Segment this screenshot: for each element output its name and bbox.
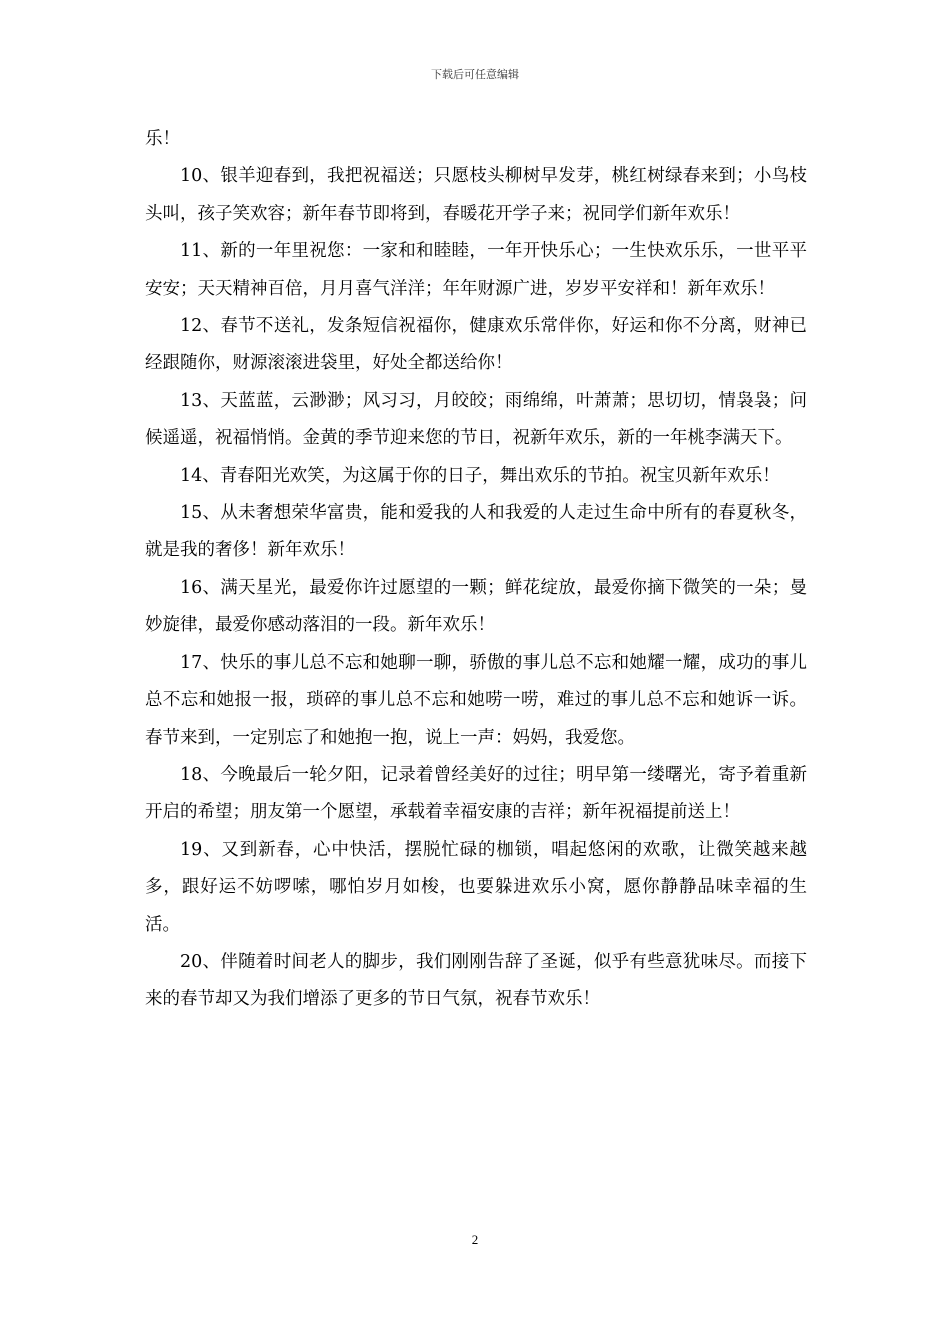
paragraph-15: 15、从未奢想荣华富贵，能和爱我的人和我爱的人走过生命中所有的春夏秋冬，就是我的奢侈！新年欢乐！ <box>145 503 807 561</box>
paragraph-14: 14、青春阳光欢笑，为这属于你的日子，舞出欢乐的节拍。祝宝贝新年欢乐！ <box>180 465 780 486</box>
paragraph-13: 13、天蓝蓝，云渺渺；风习习，月皎皎；雨绵绵，叶萧萧；思切切，情袅袅；问候遥遥，祝福悄悄。金黄的季节迎来您的节日，祝新年欢乐，新的一年桃李满天下。 <box>145 390 807 449</box>
paragraph-19: 19、又到新春，心中快活，摆脱忙碌的枷锁，唱起悠闲的欢歌，让微笑越来越多，跟好运不妨啰嗦，哪怕岁月如梭，也要躲进欢乐小窝，愿你静静品味幸福的生活。 <box>145 839 807 935</box>
paragraph-18: 18、今晚最后一轮夕阳，记录着曾经美好的过往；明早第一缕曙光，寄予着重新开启的希望；朋友第一个愿望，承载着幸福安康的吉祥；新年祝福提前送上！ <box>145 764 807 823</box>
paragraph-12: 12、春节不送礼，发条短信祝福你，健康欢乐常伴你，好运和你不分离，财神已经跟随你，财源滚滚进袋里，好处全都送给你！ <box>145 316 807 374</box>
paragraph-17: 17、快乐的事儿总不忘和她聊一聊，骄傲的事儿总不忘和她耀一耀，成功的事儿总不忘和她报一报，琐碎的事儿总不忘和她唠一唠，难过的事儿总不忘和她诉一诉。春节来到，一定别忘了和她抱一抱，说上一声：妈妈，我爱您。 <box>145 652 807 748</box>
paragraph-continuation: 乐！ <box>145 129 180 149</box>
paragraph-20: 20、伴随着时间老人的脚步，我们刚刚告辞了圣诞，似乎有些意犹味尽。而接下来的春节却又为我们增添了更多的节日气氛，祝春节欢乐！ <box>145 951 807 1010</box>
paragraph-11: 11、新的一年里祝您：一家和和睦睦，一年开快乐心；一生快欢乐乐，一世平平安安；天天精神百倍，月月喜气洋洋；年年财源广进，岁岁平安祥和！新年欢乐！ <box>145 241 807 299</box>
document-body <box>145 121 807 1019</box>
page-header-note: 下载后可任意编辑 <box>431 68 519 81</box>
paragraph-10: 10、银羊迎春到，我把祝福送；只愿枝头柳树早发芽，桃红树绿春来到；小鸟枝头叫，孩子笑欢容；新年春节即将到，春暖花开学子来；祝同学们新年欢乐！ <box>145 166 807 224</box>
paragraph-16: 16、满天星光，最爱你许过愿望的一颗；鲜花绽放，最爱你摘下微笑的一朵；曼妙旋律，最爱你感动落泪的一段。新年欢乐！ <box>145 577 807 636</box>
page-number: 2 <box>471 1232 479 1247</box>
